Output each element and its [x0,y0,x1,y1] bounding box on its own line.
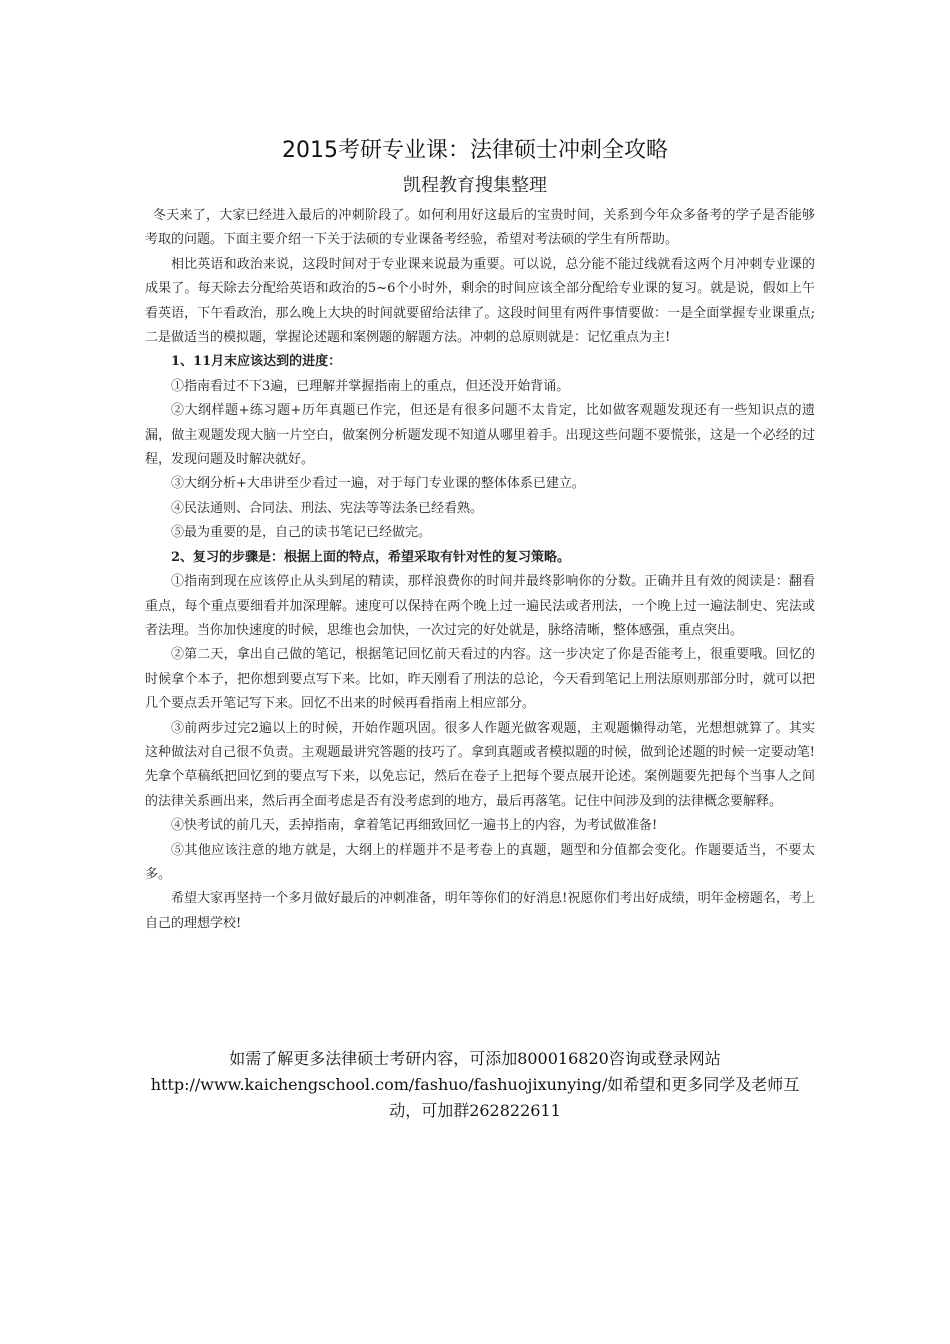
step-item-2: ②第二天，拿出自己做的笔记，根据笔记回忆前天看过的内容。这一步决定了你是否能考上，很重要哦。回忆的时候拿个本子，把你想到要点写下来。比如，昨天刚看了刑法的总论，今天看到笔记上刑法原则那部分时，就可以把几个要点丢开笔记写下来。回忆不出来的时候再看指南上相应部分。 [145,647,815,712]
progress-item-2: ②大纲样题+练习题+历年真题已作完，但还是有很多问题不太肯定，比如做客观题发现还有一些知识点的遗漏，做主观题发现大脑一片空白，做案例分析题发现不知道从哪里着手。出现这些问题不要慌张，这是一个必经的过程，发现问题及时解决就好。 [145,403,815,468]
step-item-5: ⑤其他应该注意的地方就是，大纲上的样题并不是考卷上的真题，题型和分值都会变化。作题要适当，不要太多。 [145,842,815,882]
footer-contact: 如需了解更多法律硕士考研内容，可添加800016820咨询或登录网站http://www.kaichengschool.com/fashuo/fashuojixunying/如希望和更多同学及老师互动，可加群262822611 [150,1049,800,1120]
progress-item-1: ①指南看过不下3遍，已理解并掌握指南上的重点，但还没开始背诵。 [171,378,570,394]
step-item-4: ④快考试的前几天，丢掉指南，拿着笔记再细致回忆一遍书上的内容，为考试做准备! [171,818,658,834]
progress-item-5: ⑤最为重要的是，自己的读书笔记已经做完。 [171,525,432,541]
document-title: 2015考研专业课：法律硕士冲刺全攻略 [282,138,668,163]
paragraph-importance: 相比英语和政治来说，这段时间对于专业课来说最为重要。可以说，总分能不能过线就看这两个月冲刺专业课的成果了。每天除去分配给英语和政治的5~6个小时外，剩余的时间应该全部分配给专业课的复习。就是说，假如上午看英语，下午看政治，那么晚上大块的时间就要留给法律了。这段时间里有两件事情要做：一是全面掌握专业课重点;二是做适当的模拟题，掌握论述题和案例题的解题方法。冲刺的总原则就是：记忆重点为主! [145,256,815,346]
document-subtitle: 凯程教育搜集整理 [403,175,547,196]
step-item-1: ①指南到现在应该停止从头到尾的精读，那样浪费你的时间并最终影响你的分数。正确并且有效的阅读是：翻看重点，每个重点要细看并加深理解。速度可以保持在两个晚上过一遍民法或者刑法，一个晚上过一遍法制史、宪法或者法理。当你加快速度的时候，思维也会加快，一次过完的好处就是，脉络清晰，整体感强，重点突出。 [145,574,815,638]
paragraph-intro: 冬天来了，大家已经进入最后的冲刺阶段了。如何利用好这最后的宝贵时间，关系到今年众多备考的学子是否能够考取的问题。下面主要介绍一下关于法硕的专业课备考经验，希望对考法硕的学生有所帮助。 [145,208,815,248]
section-heading-progress: 1、11月末应该达到的进度： [171,354,342,370]
progress-item-3: ③大纲分析+大串讲至少看过一遍，对于每门专业课的整体体系已建立。 [171,476,585,492]
paragraph-closing: 希望大家再坚持一个多月做好最后的冲刺准备，明年等你们的好消息!祝愿你们考出好成绩，明年金榜题名，考上自己的理想学校! [145,891,815,931]
step-item-3: ③前两步过完2遍以上的时候，开始作题巩固。很多人作题光做客观题，主观题懒得动笔，光想想就算了。其实这种做法对自己很不负责。主观题最讲究答题的技巧了。拿到真题或者模拟题的时候，做到论述题的时候一定要动笔!先拿个草稿纸把回忆到的要点写下来，以免忘记，然后在卷子上把每个要点展开论述。案例题要先把每个当事人之间的法律关系画出来，然后再全面考虑是否有没考虑到的地方，最后再落笔。记住中间涉及到的法律概念要解释。 [145,720,815,809]
section-heading-steps: 2、复习的步骤是：根据上面的特点，希望采取有针对性的复习策略。 [171,549,571,565]
article-body [145,204,815,936]
progress-item-4: ④民法通则、合同法、刑法、宪法等等法条已经看熟。 [171,500,484,516]
